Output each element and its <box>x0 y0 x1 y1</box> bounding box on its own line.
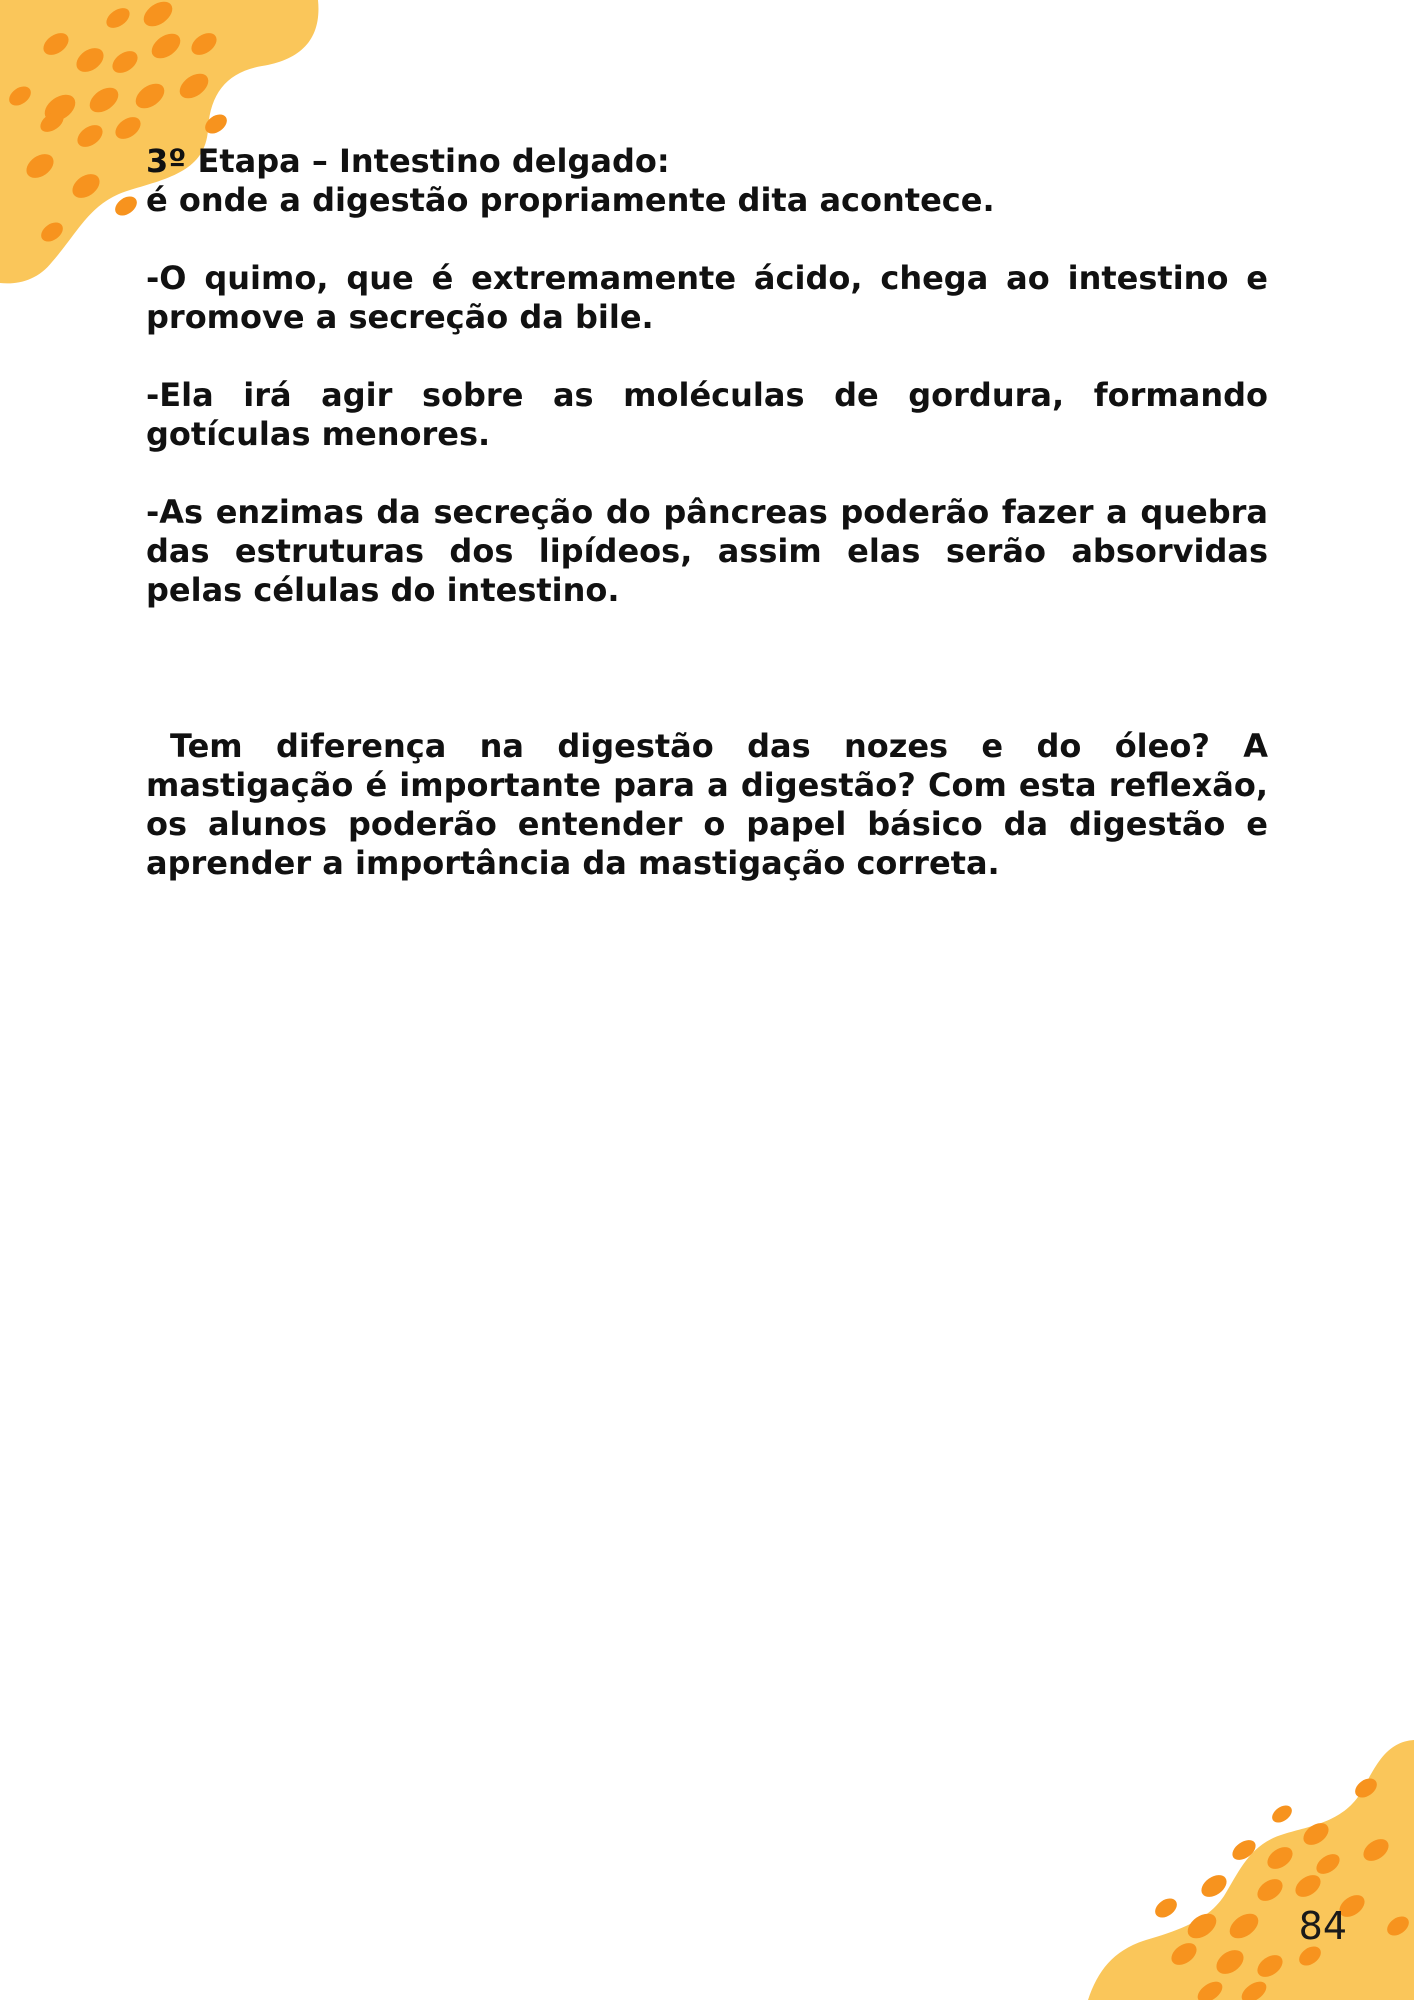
section-heading: 3º Etapa – Intestino delgado: <box>146 142 670 180</box>
page-number: 84 <box>1298 1904 1347 1948</box>
paragraph-bile: -Ela irá agir sobre as moléculas de gordura, formando gotículas menores. <box>146 376 1268 453</box>
section-subheading: é onde a digestão propriamente dita acontece. <box>146 181 995 219</box>
document-body <box>146 142 1268 883</box>
bottom-right-decoration <box>1084 1730 1414 2000</box>
paragraph-quimo: -O quimo, que é extremamente ácido, chega ao intestino e promove a secreção da bile. <box>146 259 1268 336</box>
bottom-right-blob <box>1088 1740 1414 2000</box>
paragraph-enzimas: -As enzimas da secreção do pâncreas poderão fazer a quebra das estruturas dos lipídeos, assim elas serão absorvidas pelas células do intestino. <box>146 493 1268 609</box>
reflection-paragraph: Tem diferença na digestão das nozes e do óleo? A mastigação é importante para a digestão? Com esta reflexão, os alunos poderão entender o papel básico da digestão e aprender a importância da mastigação correta. <box>146 727 1268 882</box>
